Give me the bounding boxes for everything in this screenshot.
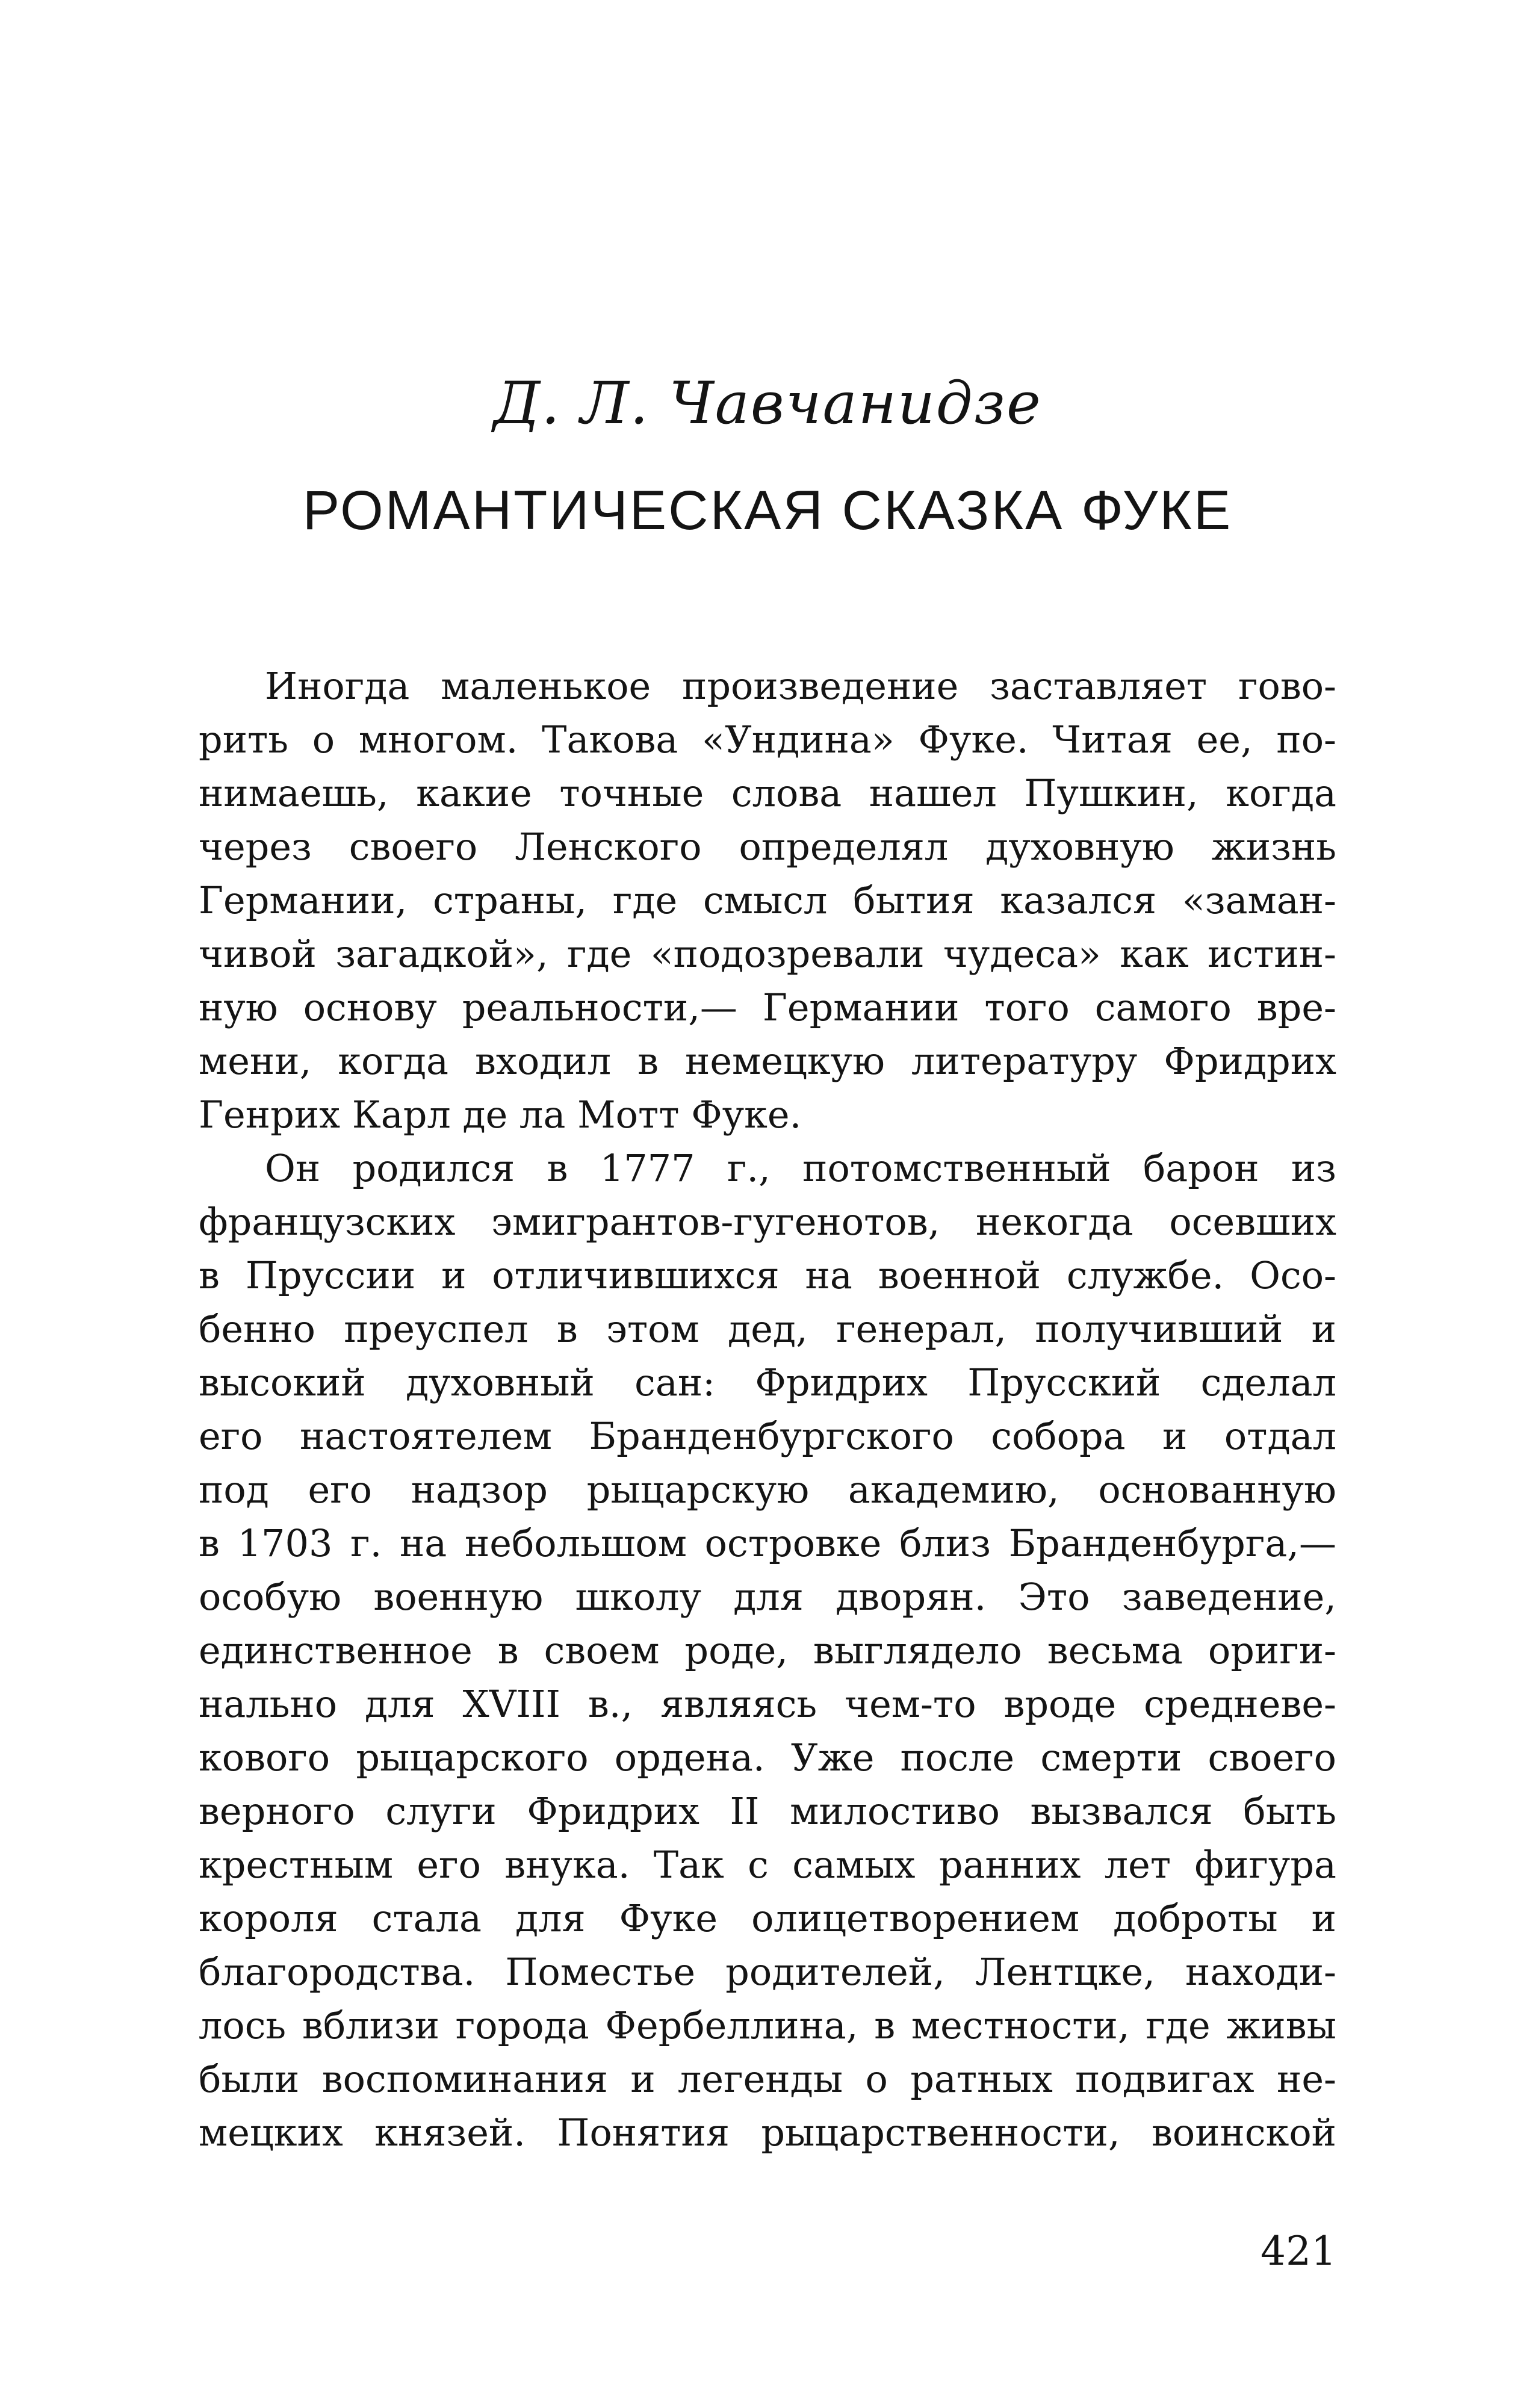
author-name: Д. Л. Чавчанидзе bbox=[493, 370, 1042, 437]
text-line: в 1703 г. на небольшом островке близ Бранденбурга,— bbox=[199, 1521, 1336, 1565]
text-line: рить о многом. Такова «Ундина» Фуке. Читая ее, по- bbox=[199, 718, 1336, 762]
text-line: через своего Ленского определял духовную жизнь bbox=[199, 825, 1336, 869]
text-line: нимаешь, какие точные слова нашел Пушкин, когда bbox=[199, 771, 1336, 815]
text-line: под его надзор рыцарскую академию, основанную bbox=[199, 1468, 1336, 1512]
text-line: Он родился в 1777 г., потомственный барон из bbox=[265, 1146, 1336, 1190]
text-line: бенно преуспел в этом дед, генерал, получивший и bbox=[199, 1307, 1336, 1351]
text-line: Генрих Карл де ла Мотт Фуке. bbox=[199, 1093, 802, 1137]
text-line: ную основу реальности,— Германии того самого вре- bbox=[199, 985, 1336, 1029]
text-line: лось вблизи города Фербеллина, в местности, где живы bbox=[199, 2003, 1336, 2047]
text-line: в Пруссии и отличившихся на военной службе. Осо- bbox=[199, 1253, 1336, 1297]
chapter-title: РОМАНТИЧЕСКАЯ СКАЗКА ФУКЕ bbox=[302, 480, 1233, 541]
text-line: чивой загадкой», где «подозревали чудеса» как истин- bbox=[199, 932, 1336, 976]
text-line: Иногда маленькое произведение заставляет гово- bbox=[265, 664, 1336, 708]
text-line: Германии, страны, где смысл бытия казался «заман- bbox=[199, 878, 1336, 922]
text-line: единственное в своем роде, выглядело весьма ориги- bbox=[199, 1628, 1336, 1672]
body-text bbox=[199, 659, 1336, 2159]
text-line: короля стала для Фуке олицетворением доброты и bbox=[199, 1896, 1336, 1940]
text-line: кового рыцарского ордена. Уже после смерти своего bbox=[199, 1736, 1336, 1780]
text-line: мени, когда входил в немецкую литературу Фридрих bbox=[199, 1039, 1336, 1083]
paragraph bbox=[199, 1141, 1336, 2159]
text-line: крестным его внука. Так с самых ранних лет фигура bbox=[199, 1843, 1336, 1887]
text-line: его настоятелем Бранденбургского собора и отдал bbox=[199, 1414, 1336, 1458]
text-line: особую военную школу для дворян. Это заведение, bbox=[199, 1575, 1336, 1619]
page-number: 421 bbox=[1261, 2228, 1336, 2274]
text-line: верного слуги Фридрих II милостиво вызвался быть bbox=[199, 1789, 1336, 1833]
text-line: высокий духовный сан: Фридрих Прусский сделал bbox=[199, 1361, 1336, 1404]
text-line: нально для XVIII в., являясь чем-то вроде средневе- bbox=[199, 1682, 1336, 1726]
text-line: были воспоминания и легенды о ратных подвигах не- bbox=[199, 2057, 1336, 2101]
text-line: французских эмигрантов-гугенотов, некогда осевших bbox=[199, 1200, 1336, 1244]
paragraph bbox=[199, 659, 1336, 1141]
text-line: благородства. Поместье родителей, Лентцке, находи- bbox=[199, 1950, 1336, 1994]
text-line: мецких князей. Понятия рыцарственности, воинской bbox=[199, 2111, 1336, 2155]
